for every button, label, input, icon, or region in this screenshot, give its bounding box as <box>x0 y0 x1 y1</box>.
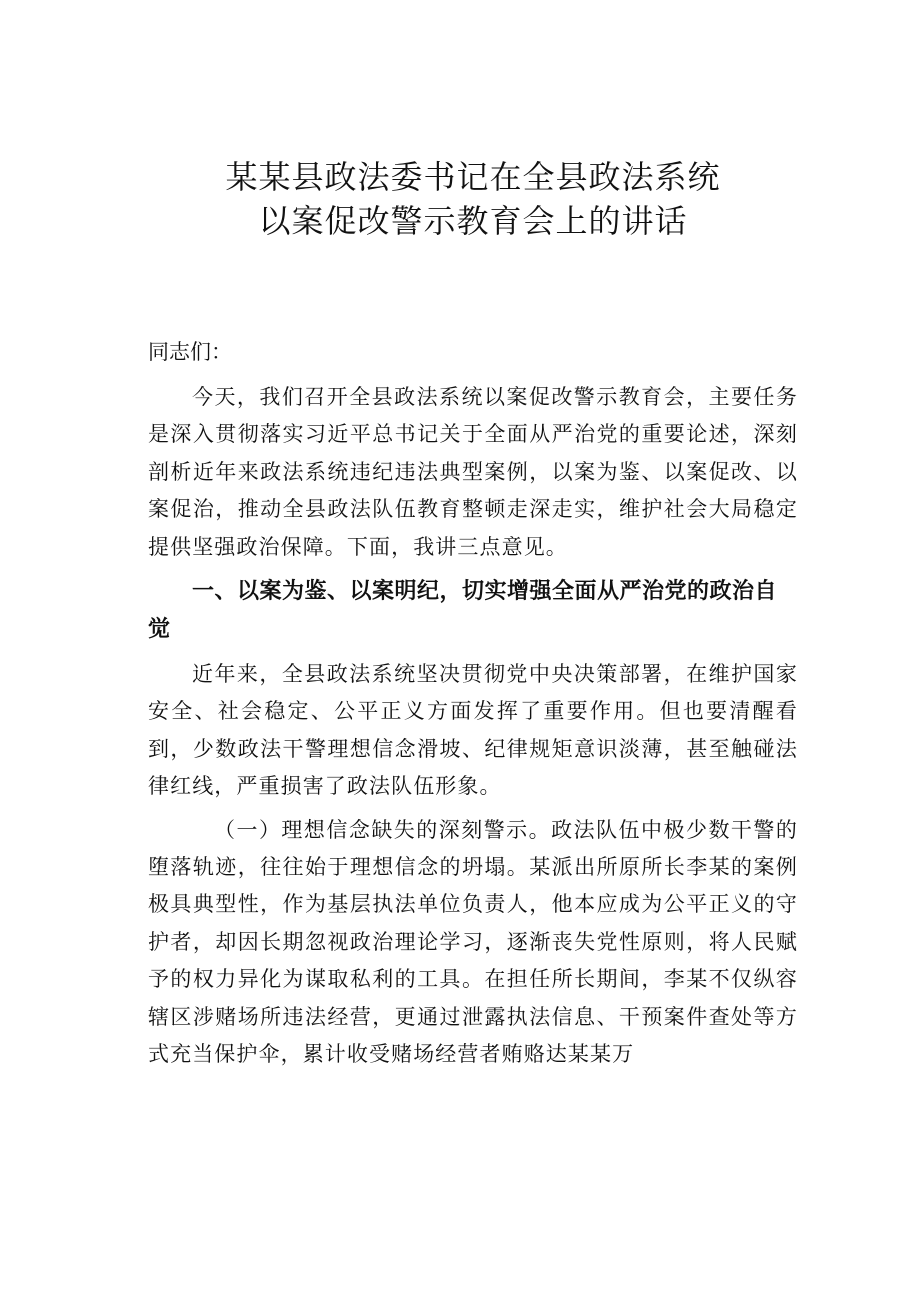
paragraph-intro: 今天，我们召开全县政法系统以案促改警示教育会，主要任务是深入贯彻落实习近平总书记关于全面从严治党的重要论述，深刻剖析近年来政法系统违纪违法典型案例，以案为鉴、以案促改、以案促治，推动全县政法队伍教育整顿走深走实，维护社会大局稳定提供坚强政治保障。下面，我讲三点意见。 <box>148 385 798 559</box>
paragraph-subsection-1: （一）理想信念缺失的深刻警示。政法队伍中极少数干警的堕落轨迹，往往始于理想信念的坍塌。某派出所原所长李某的案例极具典型性，作为基层执法单位负责人，他本应成为公平正义的守护者，却因长期忽视政治理论学习，逐渐丧失党性原则，将人民赋予的权力异化为谋取私利的工具。在担任所长期间，李某不仅纵容辖区涉赌场所违法经营，更通过泄露执法信息、干预案件查处等方式充当保护伞，累计收受赌场经营者贿赂达某某万 <box>148 817 798 1067</box>
title-line-1: 某某县政法委书记在全县政法系统 <box>225 158 721 196</box>
section-heading-1: 一、以案为鉴、以案明纪，切实增强全面从严治党的政治自觉 <box>148 579 778 643</box>
document-page <box>148 155 798 1074</box>
title-line-2: 以案促改警示教育会上的讲话 <box>258 202 688 240</box>
paragraph-section-1: 近年来，全县政法系统坚决贯彻党中央决策部署，在维护国家安全、社会稳定、公平正义方面发挥了重要作用。但也要清醒看到，少数政法干警理想信念滑坡、纪律规矩意识淡薄，甚至触碰法律红线，严重损害了政法队伍形象。 <box>148 662 798 799</box>
greeting: 同志们： <box>148 340 232 364</box>
document-title <box>148 155 798 243</box>
